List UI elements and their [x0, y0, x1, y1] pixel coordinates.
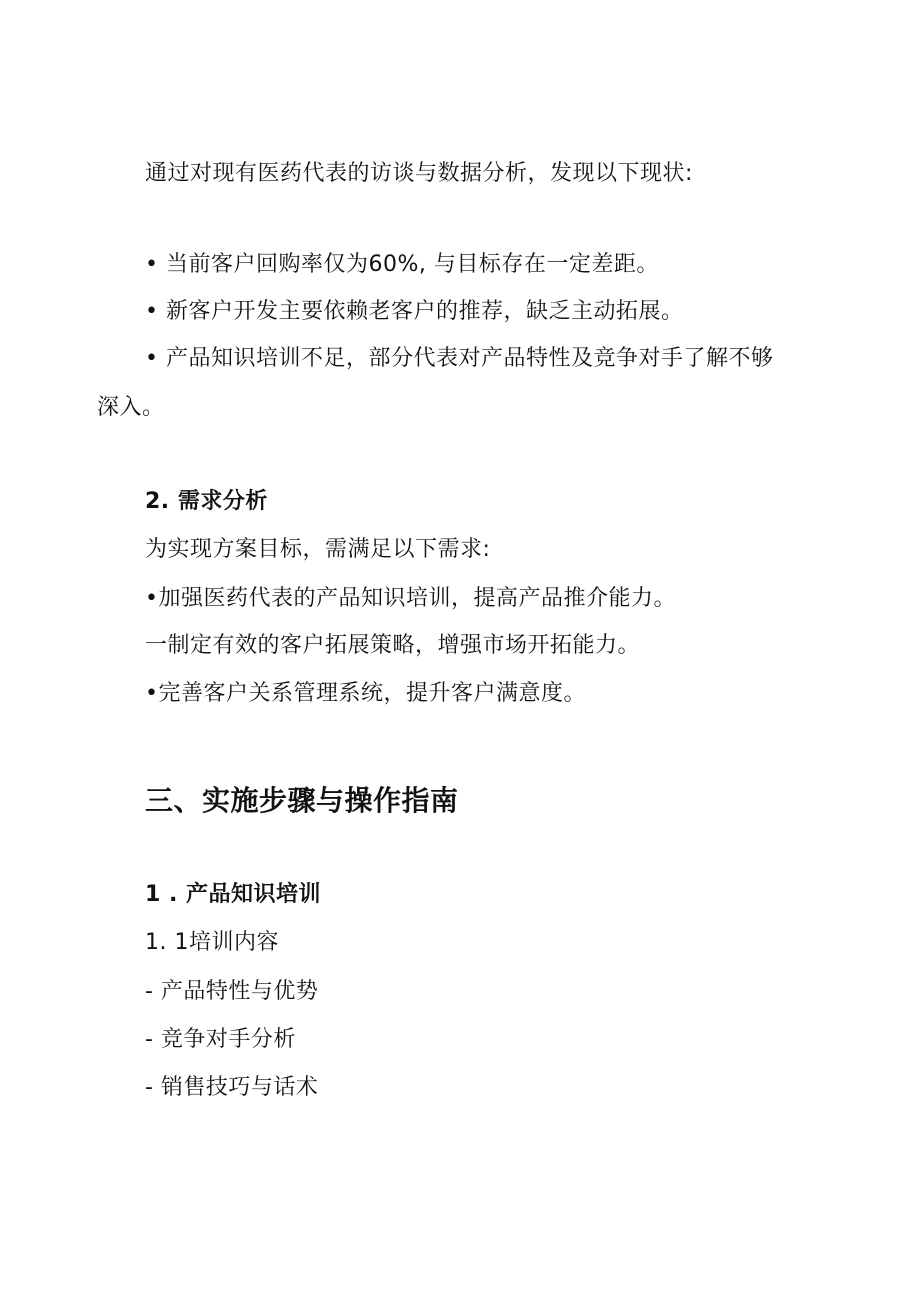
- status-item-continuation: 深入。: [97, 395, 165, 420]
- needs-intro: 为实现方案目标，需满足以下需求:: [145, 537, 491, 562]
- training-item: - 销售技巧与话术: [145, 1075, 319, 1100]
- subsection-heading-training: 1 . 产品知识培训: [145, 882, 321, 907]
- needs-item: •加强医药代表的产品知识培训，提高产品推介能力。: [145, 586, 676, 611]
- training-item: - 产品特性与优势: [145, 979, 319, 1004]
- intro-paragraph: 通过对现有医药代表的访谈与数据分析，发现以下现状:: [145, 161, 693, 186]
- needs-item: •完善客户关系管理系统，提升客户满意度。: [145, 681, 586, 706]
- status-item: • 新客户开发主要依赖老客户的推荐，缺乏主动拓展。: [145, 299, 684, 324]
- training-item: - 竞争对手分析: [145, 1027, 296, 1052]
- needs-item: 一制定有效的客户拓展策略，增强市场开拓能力。: [145, 633, 641, 658]
- section-heading-implementation: 三、实施步骤与操作指南: [145, 784, 459, 817]
- status-item: • 产品知识培训不足，部分代表对产品特性及竞争对手了解不够: [145, 346, 774, 371]
- subsubsection-heading-content: 1. 1培训内容: [145, 930, 279, 955]
- section-heading-needs: 2. 需求分析: [145, 489, 268, 514]
- status-item: • 当前客户回购率仅为60%, 与目标存在一定差距。: [145, 252, 659, 277]
